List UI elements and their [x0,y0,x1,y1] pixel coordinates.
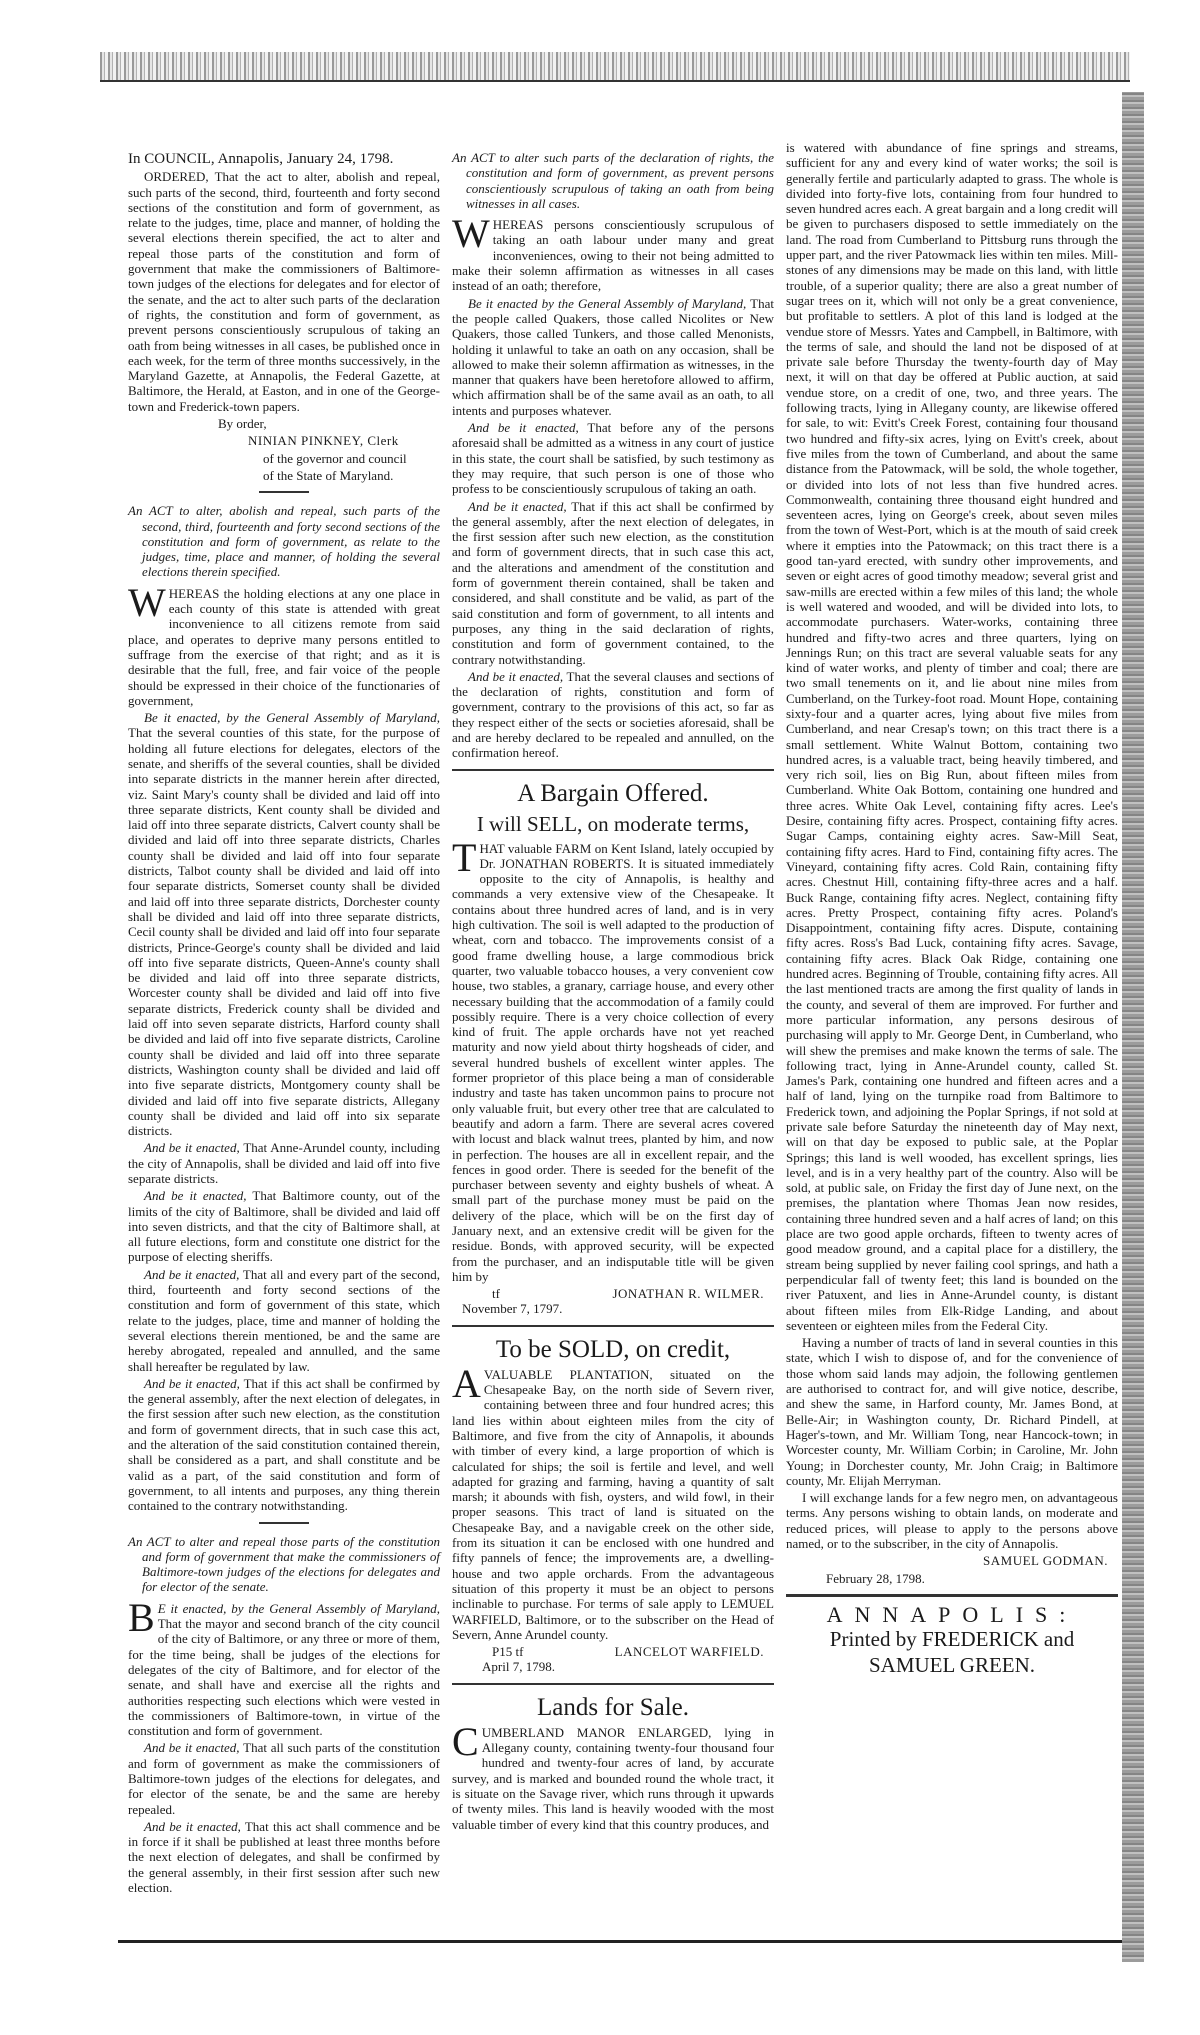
paragraph-text: That before any of the persons aforesaid shall be admitted as a witness in any court of justice in this state, the court shall be satisfied, by such testimony as they may require, that such person is one of those who profess to be conscientiously scrupulous of taking an oath. [452,420,775,497]
ad-signature [452,1644,774,1659]
act-paragraph [452,669,774,761]
act-paragraph [128,710,440,1138]
act-baltimore [128,1534,440,1896]
act-paragraph [452,420,774,496]
paragraph-text: HEREAS persons conscientiously scrupulous of taking an oath labour under many and great inconveniences, owing to their not being admitted to make their solemn affirmation as witnesses in all cases instead of an oath; therefore, [452,217,774,294]
bottom-rule [118,1940,1122,1943]
paragraph-text: VALUABLE PLANTATION, situated on the Chesapeake Bay, on the north side of Severn river, containing between three and four hundred acres; this land lies within about eighteen miles from the city of Baltimore, and five from the city of Annapolis, it abounds with timber of every kind, a large proportion of which is calculated for ships; the soil is fertile and level, and well adapted for grazing and farming, having a quantity of salt marsh; it abounds with fish, oysters, and wild fowl, in their proper seasons. This tract of land is situated on the Chesapeake Bay, and a navigable creek on the other side, from its situation it can be enclosed with one hundred and fifty pannels of fence; the improvements are, a dwelling-house and two apple orchards. From the advantageous situation of this property it must be an object to persons inclinable to purchase. For terms of sale apply to LEMUEL WARFIELD, Baltimore, or to the subscriber on the Head of Severn, Anne Arundel county. [452,1366,774,1642]
section-divider [452,769,774,771]
drop-cap: T [452,834,477,880]
ad-date: February 28, 1798. [826,1570,925,1586]
bargain-advertisement [452,779,774,1317]
enacting-clause: And be it enacted, [468,420,579,436]
act-paragraph [128,1188,440,1264]
paragraph-text: That the several counties of this state, for the purpose of holding all future elections for delegates, electors of the senate, and sheriffs of the several counties, shall be divided into separate districts in the manner herein after directed, viz. Saint Mary's county shall be divided and laid off into three separate districts, Kent county shall be divided and laid off into three separate districts, Calvert county shall be divided and laid off into three separate districts, Charles county shall be divided and laid off into four separate districts, Talbot county shall be divided and laid off into four separate districts, Somerset county shall be divided and laid off into three separate districts, Dorchester county shall be divided and laid off into three separate districts, Cecil county shall be divided and laid off into four separate districts, Prince-George's county shall be divided and laid off into five separate districts, Queen-Anne's county shall be divided and laid off into three separate districts, Worcester county shall be divided and laid off into five separate districts, Frederick county shall be divided and laid off into seven separate districts, Harford county shall be divided and laid off into five separate districts, Caroline county shall be divided and laid off into three separate districts, Washington county shall be divided and laid off into five separate districts, Montgomery county shall be divided and laid off into five separate districts, Allegany county shall be divided and laid off into six separate districts. [128,725,440,1139]
act-paragraph [128,1740,440,1816]
act-paragraph [128,1140,440,1186]
top-rule [100,80,1130,82]
enacting-clause: And be it enacted, [144,1266,240,1282]
act-oath [452,150,774,761]
signer-title: of the governor and council [263,450,407,466]
paragraph-text: UMBERLAND MANOR ENLARGED, lying in Allegany county, containing twenty-four thousand four hundred and twenty-four acres of land, by accurate survey, and is marked and bounded round the whole tract, it is situate on the Savage river, which runs through it upwards of twenty miles. This land is heavily wooded with the most valuable timber of every kind that this country produces, and [452,1724,774,1832]
by-order: By order, [218,416,267,432]
sold-advertisement [452,1335,774,1675]
act-title: An ACT to alter and repeal those parts of the constitution and form of government that make the commissioners of Baltimore-town judges of the elections for delegates and for elector of the senate. [128,1533,440,1595]
section-divider [786,1594,1118,1597]
ad-heading: Lands for Sale. [536,1693,690,1721]
act-paragraph [128,579,440,708]
drop-cap: W [452,211,490,257]
enacting-clause: Be it enacted by the General Assembly of Maryland, [468,295,747,311]
act-paragraph [128,1819,440,1895]
lands-advertisement [452,1693,774,1832]
scan-noise-band [100,52,1130,80]
signer-name: NINIAN PINKNEY, Clerk [248,433,399,449]
enacting-clause: E it enacted, by the General Assembly of Maryland, [157,1600,440,1616]
enacting-clause: And be it enacted, [144,1740,240,1756]
lands-advertisement-continued [786,140,1118,1586]
paragraph-text: That if this act shall be confirmed by the general assembly, after the next election of delegates, in the first session after such new election, as the constitution and form of government directs, that in such case this act, and the alterations and amendment of the constitution and form of government therein contained, shall be taken and considered, and shall constitute and be valid, as part of the said constitution and form of government, to all intents and purposes, any thing in the said declaration of rights, constitution and form of government contained, to the contrary notwithstanding. [452,498,774,667]
act-paragraph [452,499,774,667]
paragraph-text: That Baltimore county, out of the limits of the city of Baltimore, shall be divided and laid off into seven districts, and that the city of Baltimore shall, at all future elections, form and constitute one district for the purpose of electing sheriffs. [128,1188,441,1265]
ad-date: November 7, 1797. [462,1301,563,1317]
act-title: An ACT to alter such parts of the declaration of rights, the constitution and form of government, as prevent persons conscientiously scrupulous of taking an oath from being witnesses in all cases. [452,150,774,211]
ad-subheading: I will SELL, on moderate terms, [476,811,750,836]
enacting-clause: And be it enacted, [468,498,567,514]
ad-signature [452,1286,774,1301]
ad-heading: A Bargain Offered. [517,779,709,807]
ad-body-continued: is watered with abundance of fine springs and streams, sufficient for any and every kind of water works; the soil is generally fertile and particularly adapted to grass. The whole is divided into forty-five lots, containing from four hundred to seven hundred acres each. A great bargain and a long credit will be given to purchasers disposed to settle immediately on the land. The road from Cumberland to Pittsburg runs through the upper part, and the river Patowmack lies within ten miles. Mill-stones of any dimensions may be made on this land, with little trouble, of a superior quality; there are also a great number of sugar trees on it, which will not only be a great convenience, but profitable to settlers. A plot of this land is lodged at the vendue store of Messrs. Yates and Campbell, in Baltimore, with the terms of sale, and should the land not be disposed of at private sale before Thursday the twenty-fourth day of May next, it will on that day be offered at Public auction, at said vendue store, on a credit of one, two, and three years. The following tracts, lying in Allegany county, are likewise offered for sale, to wit: Evitt's Creek Forest, containing four thousand two hundred and fifty-six acres, lying on Evitt's creek, about five miles from the town of Cumberland, and about the same distance from the Patowmack, will be sold, the whole together, or divided into lots of not less than five hundred acres. Commonwealth, containing three thousand eight hundred and seventeen acres, lying on George's creek, about seven miles from the town of West-Port, which is at the mouth of said creek where it empties into the Patowmack; on this tract there is a good tan-yard erected, with sundry other improvements, and seven or eight acres of good timothy meadow; several grist and saw-mills are erected within a few miles of this land; the whole is well watered and wooded, and will be divided into lots, to accommodate purchasers. Water-works, containing three hundred and fifty-two acres and three quarters, lying on Jennings Run; on this tract are several valuable seats for any kind of water works, and plenty of timber and coal; there are two small tenements on it, and lie about nine miles from Cumberland, on the Turkey-foot road. Mount Hope, containing sixty-four and a quarter acres, lying about five miles from Cumberland, and near Cresap's town; on this tract there is a small settlement. White Walnut Bottom, containing two hundred acres, is a valuable tract, being heavily timbered, and very rich soil, lies on Big Run, about fifteen miles from Cumberland. White Oak Bottom, containing one hundred and three acres. White Oak Level, containing fifty acres. Lee's Desire, containing fifty acres. Prospect, containing fifty acres. Sugar Camps, containing eighty acres. Saw-Mill Seat, containing fifty acres. Hard to Find, containing fifty acres. The Vineyard, containing fifty acres. Cold Rain, containing fifty acres. Chestnut Hill, containing fifty-three acres and a half. Buck Range, containing fifty acres. Neglect, containing fifty acres. Pretty Prospect, containing fifty acres. Poland's Disappointment, containing fifty acres. Dispute, containing fifty acres. Ross's Bad Luck, containing fifty acres. Savage, containing fifty acres. Black Oak Ridge, containing one hundred acres. Beginning of Trouble, containing fifty acres. All the last mentioned tracts are among the first quality of lands in the county, and several of them are improved. For further and more particular information, any persons desirous of purchasing will apply to Mr. George Dent, in Cumberland, who will shew the premises and make known the terms of sale. The following tract, lying in Anne-Arundel county, called St. James's Park, containing one hundred and fifteen acres and a half of land, lying on the turnpike road from Baltimore to Frederick town, and adjoining the Poplar Springs, if not sold at private sale before Saturday the nineteenth day of May next, will on that day be exposed to public sale, at the Poplar Springs; this land is well wooded, has excellent springs, lies level, and is in a very healthy part of the country. Also will be sold, at public sale, on Friday the first day of June next, on the premises, the plantation where Thomas Jean now resides, containing three hundred seven and a half acres of land; on this place are two good apple orchards, fifteen to twenty acres of good meadow ground, and a capital place for a distillery, the stream being supplied by never failing cool springs, and hath a perpendicular fall of twenty feet; this land is bounded on the river Patuxent, and lies in Anne-Arundel county, is distant about fifteen miles from Elk-Ridge Landing, and about seventeen or eighteen miles from the Federal City. [786,140,1118,1333]
enacting-clause: And be it enacted, [144,1188,247,1204]
column-2 [452,140,774,1834]
ad-heading: To be SOLD, on credit, [495,1335,731,1363]
section-divider [259,1522,309,1524]
drop-cap: B [128,1594,155,1640]
ad-body [452,1718,774,1832]
signer-name: JONATHAN R. WILMER. [612,1286,764,1302]
signer-name: SAMUEL GODMAN. [983,1553,1108,1569]
paragraph-text: That all and every part of the second, third, fourteenth and forty second sections of the constitution and form of government of this state, which relate to the judges, place, time and manner of holding the several elections therein mentioned, be and the same are hereby abrogated, repealed and annulled, and the same shall hereafter be regulated by law. [128,1266,441,1374]
drop-cap: C [452,1718,479,1764]
paragraph-text: HEREAS the holding elections at any one place in each county of this state is attended with great inconvenience to all citizens remote from said place, and operates to deprive many persons entitled to suffrage from the exercise of that right; and as it is desirable that the full, free, and fair voice of the people should be expressed in their choice of the functionaries of government, [128,585,440,708]
ad-paragraph: Having a number of tracts of land in several counties in this state, which I wish to dispose of, and for the convenience of those whom said lands may adjoin, the following gentlemen are authorised to contract for, and will give notice, describe, and shew the same, in Harford county, Mr. James Bond, at Belle-Air; in Washington county, Dr. Richard Pindell, at Hager's-town, and Mr. William Tong, near Hancock-town; in Worcester county, Mr. William Corbin; in Caroline, Mr. John Young; in Dorchester county, Mr. John Craig; in Baltimore county, Mr. Elijah Merryman. [786,1335,1118,1488]
enacting-clause: And be it enacted, [144,1375,240,1391]
signer-title-2: of the State of Maryland. [263,467,394,483]
paragraph-text: HAT valuable FARM on Kent Island, lately occupied by Dr. JONATHAN ROBERTS. It is situated immediately opposite to the city of Annapolis, is healthy and commands a very extensive view of the Chesapeake. It contains about three hundred acres of land, and is in very high cultivation. The soil is well adapted to the production of wheat, corn and tobacco. The improvements consist of a good frame dwelling house, a large commodious brick quarter, two valuable tobacco houses, a very convenient cow house, two stables, a granary, carriage house, and every other necessary building that the accommodation of a family could possibly require. There is a very choice collection of every kind of fruit. The apple orchards have not yet reached maturity and now yield about thirty hogsheads of cider, and several hundred bushels of excellent winter apples. The former proprietor of this place being a man of considerable industry and taste has taken uncommon pains to procure not only valuable fruit, but every other tree that are calculated to beautify and adorn a farm. There are several acres covered with locust and black walnut trees, planted by him, and now in perfection. The houses are all in excellent repair, and the fences in good order. There is seeded for the benefit of the purchaser between seventy and eighty bushels of wheat. A small part of the purchase money must be paid on the delivery of the place, which will be on the first day of January next, and an extensive credit will be given for the residue. Bonds, with approved security, will be expected from the purchaser, and an indisputable title will be given him by [452,840,774,1284]
imprint-printers: Printed by FREDERICK and SAMUEL GREEN. [829,1627,1075,1678]
scan-page-edge [1122,92,1144,1962]
ad-body [452,1360,774,1642]
act-elections [128,503,440,1513]
column-1 [128,140,440,1897]
section-divider [452,1325,774,1327]
enacting-clause: Be it enacted, by the General Assembly of Maryland, [144,710,440,726]
act-paragraph [128,1376,440,1514]
ad-mark: tf [492,1286,500,1302]
paragraph-text: That the mayor and second branch of the city council of the city of Baltimore, or any three or more of them, for the time being, shall be judges of the elections for delegates of the city of Baltimore, and for elector of the senate, and shall have and exercise all the rights and authorities respecting such elections which were vested in the commissioners of Baltimore-town, in virtue of the constitution and form of government. [128,1616,440,1739]
paragraph-text: That all such parts of the constitution and form of government as make the commissioners of Baltimore-town judges of the elections for delegates, and for elector of the senate, be and the same are hereby repealed. [128,1740,441,1817]
enacting-clause: And be it enacted, [144,1818,241,1834]
act-paragraph [128,1267,440,1374]
paragraph-text: That the people called Quakers, those called Nicolites or New Quakers, those called Tunkers, and those called Menonists, holding it unlawful to take an oath on any occasion, shall be allowed to make their solemn affirmation as witnesses, in the manner that quakers have been heretofore allowed to affirm, which affirmation shall be of the same avail as an oath, to all intents and purposes whatever. [452,295,774,418]
imprint-city: ANNAPOLIS: [826,1601,1078,1627]
drop-cap: W [128,579,166,625]
act-paragraph [452,211,774,294]
ad-paragraph: I will exchange lands for a few negro men, on advantageous terms. Any persons wishing to obtain lands, on moderate and reduced prices, will please to apply to the persons above named, or to the subscriber, in the city of Annapolis. [786,1490,1118,1552]
ad-body [452,834,774,1285]
paragraph-text: That if this act shall be confirmed by the general assembly, after the next election of delegates, in the first session after such new election, as the constitution and form of government directs, that in such case this act, and the alteration of the said constitution contained therein, shall be considered as a part, and shall constitute and be valid as a part, of the said constitution and form of government, to all intents and purposes, any thing therein contained to the contrary notwithstanding. [128,1375,440,1514]
imprint [786,1601,1118,1678]
council-order [128,152,440,483]
paragraph-text: That this act shall commence and be in force if it shall be published at least three months before the next election of delegates, and shall be confirmed by the general assembly, in their first session after such new election. [128,1818,441,1896]
paragraph-text: That Anne-Arundel county, including the city of Annapolis, shall be divided and laid off into five separate districts. [128,1140,440,1186]
enacting-clause: And be it enacted, [144,1140,240,1156]
act-paragraph [452,296,774,418]
drop-cap: A [452,1360,481,1406]
council-order-body: ORDERED, That the act to alter, abolish and repeal, such parts of the second, third, fourteenth and forty second sections of the constitution and form of government, as relate to the judges, time, place and manner, of holding the several elections therein specified, the act to alter and repeal those parts of the constitution and form of government that make the commissioners of Baltimore-town judges of the elections for delegates and for elector of the senate, and the act to alter such parts of the declaration of rights, the constitution and form of government, as prevent persons conscientiously scrupulous of taking an oath from being witnesses in all cases, be published once in each week, for the term of three months successively, in the Maryland Gazette, at Annapolis, the Federal Gazette, at Baltimore, the Herald, at Easton, and in one of the George-town and Frederick-town papers. [128,169,440,414]
ad-date: April 7, 1798. [482,1659,555,1675]
section-divider [452,1683,774,1685]
paragraph-text: That the several clauses and sections of the declaration of rights, constitution and form of government, contrary to the provisions of this act, so far as they respect either of the sects or societies aforesaid, shall be and are hereby declared to be repealed and annulled, on the confirmation hereof. [452,668,774,761]
column-3 [786,140,1118,1680]
section-divider [259,491,309,493]
council-heading: In COUNCIL, Annapolis, January 24, 1798. [128,151,394,167]
act-title: An ACT to alter, abolish and repeal, such parts of the second, third, fourteenth and forty second sections of the constitution and form of government, as relate to the judges, time, place and manner, of holding the several elections therein specified. [128,503,440,580]
ad-mark: P15 tf [492,1644,524,1660]
signer-name: LANCELOT WARFIELD. [614,1644,764,1660]
enacting-clause: And be it enacted, [468,668,564,684]
act-paragraph [128,1594,440,1739]
